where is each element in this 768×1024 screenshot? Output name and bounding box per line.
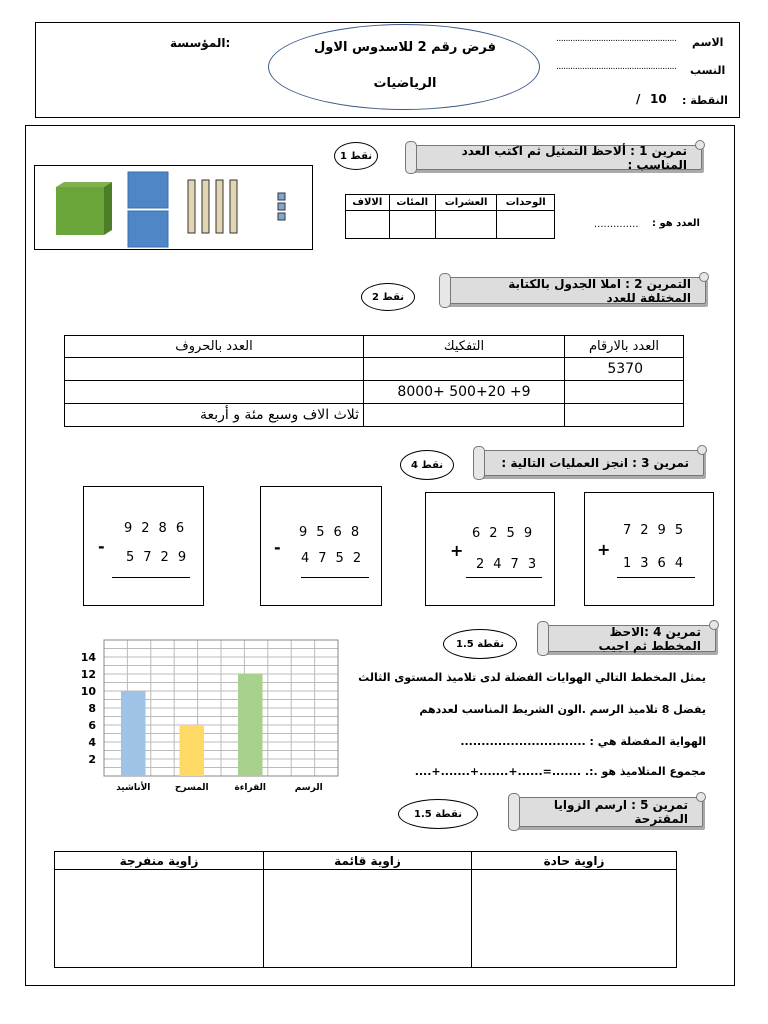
y-tick-label: 8 bbox=[88, 702, 96, 715]
ex5-title: تمرين 5 : ارسم الزوايا المقترحة bbox=[553, 798, 688, 826]
row3-digits[interactable] bbox=[565, 404, 684, 427]
operation-box-2[interactable] bbox=[425, 492, 555, 606]
y-tick-label: 12 bbox=[80, 668, 96, 681]
op1-top: 7295 bbox=[623, 523, 693, 538]
th-words: العدد بالحروف bbox=[65, 336, 364, 358]
number-forms-table bbox=[64, 335, 684, 427]
ex1-answer-field[interactable]: .............. bbox=[594, 219, 639, 230]
y-tick-label: 10 bbox=[80, 685, 96, 698]
x-category-label: الأناشيد bbox=[116, 783, 151, 793]
op4-sign: - bbox=[98, 537, 105, 556]
row1-decomposition[interactable] bbox=[364, 358, 565, 381]
subject-title: الرياضيات bbox=[373, 76, 437, 91]
y-tick-label: 4 bbox=[88, 736, 96, 749]
th-digits: العدد بالارقام bbox=[565, 336, 684, 358]
operation-box-1[interactable] bbox=[584, 492, 714, 606]
x-category-label: القراءة bbox=[234, 783, 267, 793]
col-hundreds: المئات bbox=[389, 195, 435, 211]
ex5-title-banner bbox=[513, 797, 703, 827]
ten-rod-3 bbox=[216, 180, 223, 233]
cell-thousands[interactable] bbox=[346, 211, 390, 239]
ex3-points: 4 نقط bbox=[400, 450, 454, 480]
th-obtuse: زاوية منفرجة bbox=[55, 852, 264, 870]
row3-words: ثلاث الاف وسبع مئة و أربعة bbox=[65, 404, 364, 427]
row2-decomposition: 8000+ 500+20 +9 bbox=[364, 381, 565, 404]
op3-sign: - bbox=[274, 538, 281, 557]
unit-cube-2 bbox=[278, 203, 285, 210]
col-thousands: الالاف bbox=[346, 195, 390, 211]
row3-decomposition[interactable] bbox=[364, 404, 565, 427]
name-field[interactable]: ................................................... bbox=[556, 34, 677, 44]
ex1-title-banner bbox=[410, 145, 702, 170]
name-label: الاسم bbox=[692, 36, 724, 49]
bar-0 bbox=[121, 691, 146, 776]
hundred-flat-2 bbox=[128, 211, 168, 247]
ten-rod-4 bbox=[230, 180, 237, 233]
hobbies-bar-chart bbox=[80, 636, 350, 796]
op1-result-line bbox=[617, 577, 695, 578]
cell-units[interactable] bbox=[497, 211, 555, 239]
angles-table bbox=[54, 851, 677, 968]
ex1-answer-label: العدد هو : bbox=[652, 218, 700, 229]
bar-1 bbox=[179, 725, 204, 776]
title-ellipse bbox=[268, 24, 540, 110]
op2-bottom: 2473 bbox=[476, 557, 546, 572]
obtuse-drawing-area[interactable] bbox=[55, 870, 264, 968]
row2-words[interactable] bbox=[65, 381, 364, 404]
grade-slash: / bbox=[636, 92, 641, 106]
ten-rod-1 bbox=[188, 180, 195, 233]
bar-2 bbox=[238, 674, 263, 776]
ex4-line3[interactable]: الهواية المفضلة هي : .............................. bbox=[460, 735, 706, 748]
place-value-table bbox=[345, 194, 555, 239]
ex2-points: 2 نقط bbox=[361, 283, 415, 311]
row2-digits[interactable] bbox=[565, 381, 684, 404]
cell-tens[interactable] bbox=[435, 211, 497, 239]
op1-bottom: 1364 bbox=[623, 556, 693, 571]
op4-result-line bbox=[112, 577, 190, 578]
row1-digits: 5370 bbox=[565, 358, 684, 381]
surname-label: النسب bbox=[690, 64, 726, 77]
ex5-points: 1.5 نقطة bbox=[398, 799, 478, 829]
ex4-title-banner bbox=[542, 625, 716, 652]
ex3-title-banner bbox=[478, 450, 704, 476]
y-tick-label: 14 bbox=[80, 651, 96, 664]
ex2-title: التمرين 2 : املا الجدول بالكتابة المختلفة للعدد bbox=[508, 276, 691, 305]
ex4-line2: يفضل 8 تلاميذ الرسم .الون الشريط المناسب لعددهم bbox=[419, 703, 706, 716]
op2-result-line bbox=[466, 577, 542, 578]
unit-cube-1 bbox=[278, 193, 285, 200]
surname-field[interactable]: ................................................... bbox=[556, 62, 677, 72]
op4-bottom: 5729 bbox=[126, 550, 196, 565]
cell-hundreds[interactable] bbox=[389, 211, 435, 239]
unit-cube-3 bbox=[278, 213, 285, 220]
operation-box-3[interactable] bbox=[260, 486, 382, 606]
ex4-line1: يمثل المخطط التالي الهوايات الفضلة لدى تلاميذ المستوى الثالث bbox=[358, 671, 706, 684]
op3-bottom: 4752 bbox=[301, 551, 371, 566]
op4-top: 9286 bbox=[124, 521, 194, 536]
op2-sign: + bbox=[450, 541, 464, 560]
base-ten-blocks bbox=[34, 165, 313, 250]
thousand-cube bbox=[56, 182, 112, 235]
col-units: الوحدات bbox=[497, 195, 555, 211]
operation-box-4[interactable] bbox=[83, 486, 204, 606]
ex3-title: تمرين 3 : انجز العمليات التالية : bbox=[501, 456, 689, 470]
op3-result-line bbox=[301, 577, 369, 578]
x-category-label: الرسم bbox=[294, 783, 323, 793]
ex1-points: 1 نقط bbox=[334, 142, 378, 170]
right-drawing-area[interactable] bbox=[264, 870, 472, 968]
ex4-points: 1.5 نقطة bbox=[443, 629, 517, 659]
op1-sign: + bbox=[597, 540, 611, 559]
grade-label: النقطة : bbox=[682, 94, 728, 107]
ex4-line4[interactable]: مجموع المتلاميذ هو .:. .......=......+.......+.......+.... bbox=[414, 765, 706, 778]
acute-drawing-area[interactable] bbox=[472, 870, 677, 968]
institution-label: المؤسسة: bbox=[170, 36, 231, 50]
ex1-title: تمرين 1 : ألاحظ التمثيل ثم اكتب العدد المناسب : bbox=[461, 143, 687, 172]
ex4-title: تمرين 4 :الاحظ المخطط ثم اجيب bbox=[598, 624, 701, 653]
y-tick-label: 6 bbox=[88, 719, 96, 732]
hundred-flat-1 bbox=[128, 172, 168, 208]
col-tens: العشرات bbox=[435, 195, 497, 211]
op2-top: 6259 bbox=[472, 526, 542, 541]
grade-value: 10 bbox=[650, 92, 667, 106]
op3-top: 9568 bbox=[299, 525, 369, 540]
row1-words[interactable] bbox=[65, 358, 364, 381]
th-decomposition: التفكيك bbox=[364, 336, 565, 358]
th-acute: زاوية حادة bbox=[472, 852, 677, 870]
test-title: فرض رقم 2 للاسدوس الاول bbox=[313, 40, 496, 55]
ten-rod-2 bbox=[202, 180, 209, 233]
th-right: زاوية قائمة bbox=[264, 852, 472, 870]
x-category-label: المسرح bbox=[174, 783, 209, 793]
y-tick-label: 2 bbox=[88, 753, 96, 766]
ex2-title-banner bbox=[444, 277, 706, 304]
